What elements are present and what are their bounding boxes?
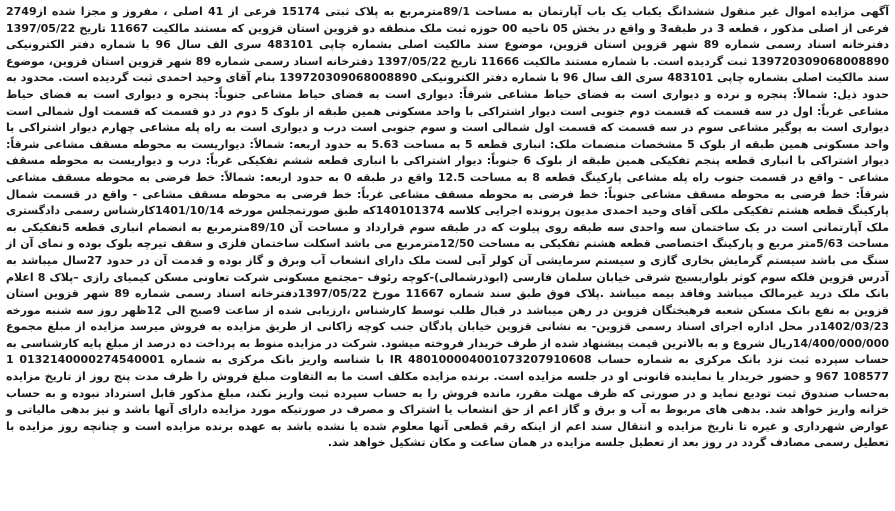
auction-notice-text: آگهی مزایده اموال غیر منقول ششدانگ یکباب یک باب آپارتمان به مساحت 89/1مترمربع به پلاک ثبتی 15174 فرعی از 41 اصلی ، مفروز و مجزا شده از2749 فرعی از اصلی مذکور ، قطعه 3 در طبقه3 و واقع در بخش 05 ناحیه 00 حوزه ثبت ملک منطقه دو قزوین استان قزوین که مستند مالکیت 11667 تاریخ 1397/05/22 دفترخانه اسناد رسمی شماره 89 شهر قزوین استان قزوین، موضوع سند مالکیت اصلی بشماره چاپی 483101 سری الف سال 96 با شماره دفتر الکترونیکی 139720309068008890 ثبت گردیده است. با شماره مستند مالکیت 11666 تاریخ 1397/05/22 دفترخانه اسناد رسمی شماره 89 شهر قزوین استان قزوین، موضوع سند مالکیت اصلی بشماره چاپی 483101 سری الف سال 96 با شماره دفتر الکترونیکی 139720309068008890 بنام آقای وحید احمدی ثبت گردیده است. محدود به حدود ذیل: شمالاً: پنجره و نرده و دیواری است به فضای حیاط مشاعی شرقاً: دیواری است به فضای حیاط مشاعی جنوباً: پنجره و دیواری است به فضای حیاط مشاعی غرباً: اول در سه قسمت که قسمت دوم جنوبی است دیوار اشتراکی با واحد مسکونی همین طبقه از بلوک 5 دوم در دو قسمت که قسمت اول شمالی است دیواری است به پوگیر مشاعی سوم در سه قسمت که قسمت اول شمالی است و سوم جنوبی است درب و دیواری است به راه پله مشاعی چهارم دیوار اشتراکی با واحد مسکونی همین طبقه از بلوک 5 مشخصات منضمات ملک: انباری قطعه 5 به مساحت 5.63 به حدود اربعه: شمالاً: دیواریست به محوطه مسقف مشاعی شرقاً: دیوار اشتراکی با انباری قطعه پنجم تفکیکی همین طبقه از بلوک 6 جنوباً: دیوار اشتراکی با انباری قطعه ششم تفکیکی غرباً: درب و دیواریست به محوطه مسقف مشاعی - واقع در قسمت جنوب راه پله مشاعی پارکینگ قطعه 8 به مساحت 12.5 واقع در طبقه 0 به حدود اربعه: شمالاً: خط فرضی به محوطه مسقف مشاعی شرقاً: خط فرضی به محوطه مسقف مشاعی جنوباً: خط فرضی به محوطه مسقف مشاعی غرباً: خط فرضی به محوطه مسقف مشاعی - واقع در قسمت شمال پارکینگ قطعه هشتم تفکیکی ملکی آقای وحید احمدی مدیون پرونده اجرایی کلاسه 140101374که طبق صورتمجلس مورخه 1401/10/14کارشناس رسمی دادگستری ملک آپارتمانی است در یک ساختمان سه واحدی سه طبقه روی پیلوت که در طبقه سوم قرارداد و مساحت آن 89/10مترمربع به انضمام انباری قطعه 5تفکیکی به مساحت 5/63متر مربع و پارکینگ اختصاصی قطعه هشتم تفکیکی به مساحت 12/50مترمربع می باشد اسکلت ساختمان فلزی و سقف تیرچه بلوک بوده و نمای آن از سنگ می باشد سیستم گرمایش بخاری گازی و سیستم سرمایشی آن کولر آبی لست ملک دارای انشعاب آب وبرق و گاز بوده و قدمت آن در حدود 27سال میباشد به آدرس قزوین فلکه سوم کوثر بلواربسیج شرقی خیابان سلمان فارسی (ابوذرشمالی)-کوچه رئوف –مجتمع مسکونی شرکت تعاونی مسکن کیمیای رازی –پلاک 8 اعلام بانک ملک درید غیرمالک میباشد وفاقد بیمه میباشد .پلاک فوق طبق سند شماره 11667 مورخ 1397/05/22دفترخانه اسناد رسمی شماره 89 شهر قزوین استان قزوین به نفع بانک مسکن شعبه فرهیختگان قزوین در رهن میباشد در قبال طلب توسط کارشناس ،ارزیابی شده از ساعت 9صبح الی 12ظهر روز سه شنبه مورخه 1402/03/23در محل اداره اجرای اسناد رسمی قزوین- به نشانی قزوین خیابان پادگان جنب کوچه زاکانی از طریق مزایده به فروش میرسد مزایده از مبلغ مجموع 14/400/000/000ریال شروع و به بالاترین قیمت پیشنهاد شده از طرف خریدار فروخته میشود. شرکت در مزایده منوط به پرداخت ده درصد از مبلغ پایه کارشناسی به حساب سپرده ثبت نزد بانک مرکزی به شماره حساب IR 480100004001073207910608 با شناسه واریز بانک مرکزی به شماره 0132140000274540001 1 108577 967 و حضور خریدار یا نماینده قانونی او در جلسه مزایده است. برنده مزایده مکلف است ما به التفاوت مبلغ فروش را ظرف مدت پنج روز از تاریخ مزایده به‌حساب صندوق ثبت توديع نماید و در صورتی که ظرف مهلت مقرر، مانده فروش را به حساب سپرده ثبت واریز نکند، مبلغ مذکور قابل استرداد نبوده و به حساب خزانه واریز خواهد شد. بدهی های مربوط به آب و برق و گاز اعم از حق انشعاب یا اشتراک و مصرف در صورتیکه مورد مزایده دارای آنها باشد و نیز بدهی مالیاتی و عوارض شهرداری و غیره تا تاریخ مزایده و انتقال سند اعم از اینکه رقم قطعی آنها معلوم شده یا نشده باشد به عهده برنده مزایده است و چنانچه روز مزایده با تعطیل رسمی مصادف گردد در روز بعد از تعطیل جلسه مزایده در همان ساعت و مکان تشکیل خواهد شد. <box>6 5 890 450</box>
